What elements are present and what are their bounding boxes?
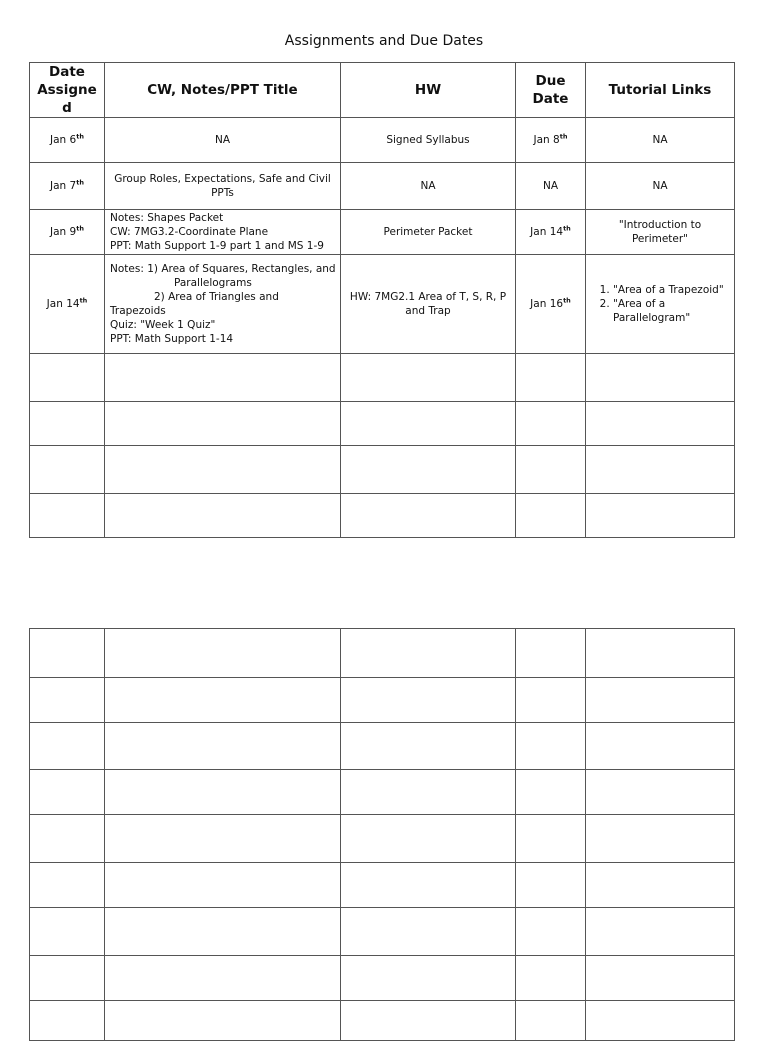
empty-cell	[516, 402, 586, 446]
tutorial-link-item: 2. "Area of a Parallelogram"	[613, 297, 730, 325]
empty-cell	[341, 629, 516, 678]
empty-cell	[516, 1001, 586, 1041]
cw-cell: NA	[105, 118, 341, 163]
continuation-table	[29, 628, 735, 1041]
date-assigned-cell: Jan 6th	[30, 118, 105, 163]
date-assigned-cell: Jan 14th	[30, 255, 105, 354]
empty-cell	[341, 815, 516, 863]
empty-cell	[30, 815, 105, 863]
empty-cell	[105, 723, 341, 770]
empty-cell	[30, 723, 105, 770]
tutorial-links-cell: NA	[586, 118, 735, 163]
empty-cell	[516, 863, 586, 908]
empty-cell	[30, 1001, 105, 1041]
empty-cell	[586, 723, 735, 770]
empty-cell	[586, 908, 735, 956]
empty-cell	[516, 908, 586, 956]
empty-cell	[30, 402, 105, 446]
empty-table-row	[30, 494, 735, 538]
date-assigned-cell: Jan 7th	[30, 163, 105, 210]
table-row	[30, 118, 735, 163]
empty-cell	[516, 446, 586, 494]
empty-table-row	[30, 956, 735, 1001]
hw-cell: HW: 7MG2.1 Area of T, S, R, P and Trap	[341, 255, 516, 354]
empty-cell	[586, 678, 735, 723]
empty-cell	[341, 402, 516, 446]
empty-cell	[516, 494, 586, 538]
empty-cell	[105, 770, 341, 815]
empty-cell	[105, 815, 341, 863]
empty-cell	[586, 354, 735, 402]
tutorial-links-list	[591, 283, 730, 325]
empty-cell	[105, 446, 341, 494]
tutorial-links-cell: "Introduction to Perimeter"	[586, 210, 735, 255]
empty-cell	[105, 629, 341, 678]
empty-table-row	[30, 770, 735, 815]
empty-cell	[516, 354, 586, 402]
empty-cell	[341, 863, 516, 908]
empty-cell	[341, 956, 516, 1001]
empty-cell	[516, 770, 586, 815]
empty-cell	[30, 678, 105, 723]
empty-cell	[30, 956, 105, 1001]
empty-cell	[105, 354, 341, 402]
header-row	[30, 63, 735, 118]
empty-cell	[105, 956, 341, 1001]
empty-table-row	[30, 678, 735, 723]
empty-table-row	[30, 815, 735, 863]
cw-cell: Notes: Shapes Packet CW: 7MG3.2-Coordinate Plane PPT: Math Support 1-9 part 1 and MS 1-9	[105, 210, 341, 255]
empty-table-row	[30, 446, 735, 494]
empty-table-row	[30, 402, 735, 446]
empty-cell	[341, 446, 516, 494]
tutorial-link-item: 1. "Area of a Trapezoid"	[613, 283, 730, 297]
empty-cell	[516, 956, 586, 1001]
empty-cell	[105, 402, 341, 446]
due-date-cell: Jan 16th	[516, 255, 586, 354]
empty-table-row	[30, 863, 735, 908]
table-row	[30, 210, 735, 255]
empty-cell	[516, 723, 586, 770]
header-cw-notes: CW, Notes/PPT Title	[105, 63, 341, 118]
empty-cell	[30, 494, 105, 538]
empty-cell	[30, 446, 105, 494]
empty-cell	[341, 1001, 516, 1041]
empty-cell	[341, 678, 516, 723]
hw-cell: Signed Syllabus	[341, 118, 516, 163]
empty-cell	[30, 863, 105, 908]
empty-cell	[341, 770, 516, 815]
empty-cell	[516, 629, 586, 678]
empty-cell	[105, 494, 341, 538]
date-assigned-cell: Jan 9th	[30, 210, 105, 255]
assignments-table	[29, 62, 735, 538]
empty-cell	[341, 494, 516, 538]
header-due-date: Due Date	[516, 63, 586, 118]
empty-cell	[341, 908, 516, 956]
empty-cell	[341, 354, 516, 402]
hw-cell: Perimeter Packet	[341, 210, 516, 255]
empty-cell	[586, 402, 735, 446]
empty-table-row	[30, 1001, 735, 1041]
hw-cell: NA	[341, 163, 516, 210]
header-date-assigned: Date Assigne d	[30, 63, 105, 118]
empty-cell	[30, 354, 105, 402]
table-row	[30, 255, 735, 354]
empty-cell	[105, 1001, 341, 1041]
empty-table-row	[30, 723, 735, 770]
header-hw: HW	[341, 63, 516, 118]
empty-cell	[30, 629, 105, 678]
empty-table-row	[30, 629, 735, 678]
table-row	[30, 163, 735, 210]
empty-cell	[586, 629, 735, 678]
empty-cell	[586, 1001, 735, 1041]
due-date-cell: Jan 8th	[516, 118, 586, 163]
header-tutorial-links: Tutorial Links	[586, 63, 735, 118]
empty-cell	[516, 815, 586, 863]
empty-cell	[586, 815, 735, 863]
tutorial-links-cell	[586, 255, 735, 354]
empty-cell	[586, 494, 735, 538]
empty-table-row	[30, 908, 735, 956]
empty-cell	[30, 908, 105, 956]
empty-cell	[586, 863, 735, 908]
page-title: Assignments and Due Dates	[284, 33, 484, 49]
empty-cell	[516, 678, 586, 723]
empty-cell	[341, 723, 516, 770]
empty-cell	[105, 678, 341, 723]
empty-cell	[586, 956, 735, 1001]
cw-cell: Group Roles, Expectations, Safe and Civil PPTs	[105, 163, 341, 210]
empty-cell	[586, 770, 735, 815]
due-date-cell: Jan 14th	[516, 210, 586, 255]
empty-cell	[105, 908, 341, 956]
empty-cell	[30, 770, 105, 815]
empty-cell	[586, 446, 735, 494]
empty-cell	[105, 863, 341, 908]
tutorial-links-cell: NA	[586, 163, 735, 210]
empty-table-row	[30, 354, 735, 402]
cw-cell: Notes: 1) Area of Squares, Rectangles, and Parallelograms 2) Area of Triangles and Trapezoids Quiz: "Week 1 Quiz" PPT: Math Support 1-14	[105, 255, 341, 354]
due-date-cell: NA	[516, 163, 586, 210]
